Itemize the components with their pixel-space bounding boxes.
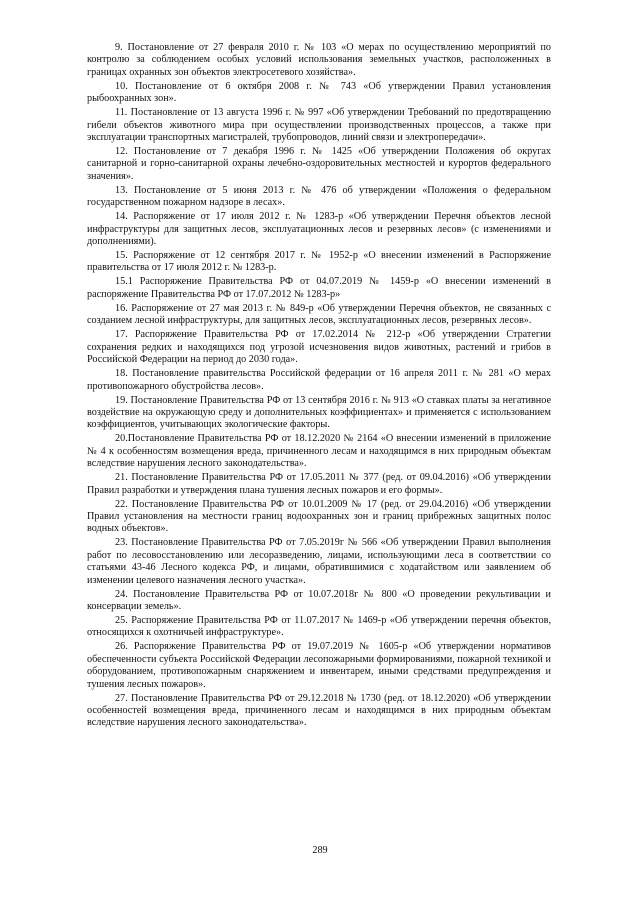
page-number: 289 [312,845,328,856]
list-item: 14. Распоряжение от 17 июля 2012 г. № 1283-р «Об утверждении Перечня объектов лесной инфраструктуры для защитных лесов, эксплуатационных лесов и резервных лесов» (с изменениями и дополнениями). [87,211,551,248]
list-item: 23. Постановление Правительства РФ от 7.05.2019г № 566 «Об утверждении Правил выполнения работ по лесовосстановлению или лесоразведению, лицами, использующими леса в соответствии со статьями 43-46 Лесного кодекса РФ, и лицами, обратившимися с ходатайством или заявлением об изменении целевого назначения лесного участка». [87,537,551,586]
list-item: 11. Постановление от 13 августа 1996 г. № 997 «Об утверждении Требований по предотвращению гибели объектов животного мира при осуществлении производственных процессов, а также при эксплуатации транспортных магистралей, трубопроводов, линий связи и электропередачи». [87,107,551,144]
list-item: 22. Постановление Правительства РФ от 10.01.2009 № 17 (ред. от 29.04.2016) «Об утверждении Правил установления на местности границ водоохранных зон и границ прибрежных защитных полос водных объектов». [87,498,551,535]
list-item: 12. Постановление от 7 декабря 1996 г. № 1425 «Об утверждении Положения об округах санитарной и горно-санитарной охраны лечебно-оздоровительных местностей и курортов федерального значения». [87,146,551,182]
list-item: 15.1 Распоряжение Правительства РФ от 04.07.2019 № 1459-р «О внесении изменений в распоряжение Правительства РФ от 17.07.2012 № 1283-р» [87,276,551,300]
list-item: 10. Постановление от 6 октября 2008 г. № 743 «Об утверждении Правил установления рыбоохранных зон». [87,80,551,105]
list-item: 15. Распоряжение от 12 сентября 2017 г. № 1952-р «О внесении изменений в Распоряжение правительства от 17 июля 2012 г. № 1283-р. [87,250,551,274]
list-item: 9. Постановление от 27 февраля 2010 г. № 103 «О мерах по осуществлению мероприятий по контролю за соблюдением особых условий использования земельных участков, расположенных в границах охранных зон объектов электросетевого хозяйства». [87,42,551,78]
list-item: 25. Распоряжение Правительства РФ от 11.07.2017 № 1469-р «Об утверждении перечня объектов, относящихся к охотничьей инфраструктуре». [87,614,551,639]
list-item: 17. Распоряжение Правительства РФ от 17.02.2014 № 212-р «Об утверждении Стратегии сохранения редких и находящихся под угрозой исчезновения видов животных, растений и грибов в Российской Федерации на период до 2030 года». [87,329,551,366]
document-body [87,42,551,731]
list-item: 18. Постановление правительства Российской федерации от 16 апреля 2011 г. № 281 «О мерах противопожарного обустройства лесов». [87,368,551,392]
list-item: 20.Постановление Правительства РФ от 18.12.2020 № 2164 «О внесении изменений в приложение № 4 к особенностям возмещения вреда, причиненного лесам и находящимся в них природным объектам вследствие нарушения лесного законодательства». [87,433,551,470]
list-item: 24. Постановление Правительства РФ от 10.07.2018г № 800 «О проведении рекультивации и консервации земель». [87,588,551,612]
list-item: 27. Постановление Правительства РФ от 29.12.2018 № 1730 (ред. от 18.12.2020) «Об утверждении особенностей возмещения вреда, причиненного лесам и находящимся в них природным объектам вследствие нарушения лесного законодательства». [87,692,551,729]
list-item: 16. Распоряжение от 27 мая 2013 г. № 849-р «Об утверждении Перечня объектов, не связанных с созданием лесной инфраструктуры, для защитных лесов, эксплуатационных лесов, резервных лесов». [87,302,551,327]
list-item: 26. Распоряжение Правительства РФ от 19.07.2019 № 1605-р «Об утверждении нормативов обеспеченности субъекта Российской Федерации лесопожарными формированиями, пожарной техникой и оборудованием, противопожарным снаряжением и инвентарем, иными средствами предупреждения и тушения лесных пожаров». [87,641,551,690]
list-item: 13. Постановление от 5 июня 2013 г. № 476 об утверждении «Положения о федеральном государственном пожарном надзоре в лесах». [87,184,551,209]
list-item: 21. Постановление Правительства РФ от 17.05.2011 № 377 (ред. от 09.04.2016) «Об утверждении Правил разработки и утверждения плана тушения лесных пожаров и его формы». [87,472,551,496]
list-item: 19. Постановление Правительства РФ от 13 сентября 2016 г. № 913 «О ставках платы за негативное воздействие на окружающую среду и дополнительных коэффициентах» и применяется с использованием коэффициентов, учитывающих экологические факторы. [87,394,551,431]
